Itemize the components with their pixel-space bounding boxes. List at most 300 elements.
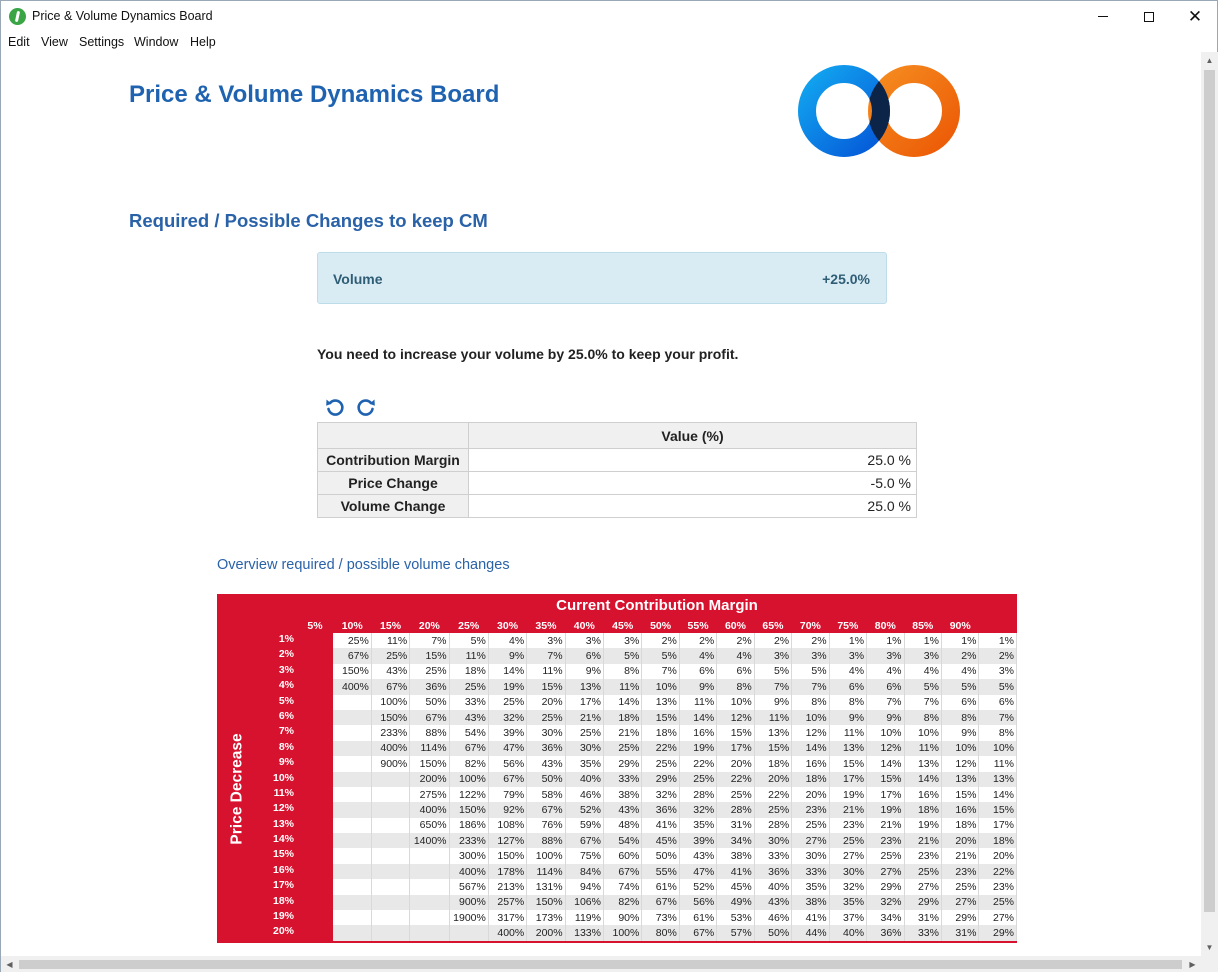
close-button[interactable]: [1172, 1, 1218, 32]
matrix-cell: 4%: [829, 664, 866, 679]
matrix-side-label-text: Price Decrease: [229, 732, 247, 845]
matrix-cell: 21%: [941, 848, 978, 863]
matrix-cell: 3%: [565, 633, 603, 648]
matrix-cell: 17%: [565, 695, 603, 710]
title-bar: [1, 1, 1217, 32]
matrix-cell: 29%: [904, 895, 941, 910]
matrix-cell: [371, 895, 409, 910]
matrix-cell: 4%: [488, 633, 526, 648]
matrix-row-header: 12%: [272, 802, 294, 815]
matrix-cell: 2%: [754, 633, 791, 648]
matrix-cell: [333, 787, 371, 802]
matrix-cell: 43%: [449, 710, 488, 725]
matrix-cell: 9%: [754, 695, 791, 710]
matrix-cell: 29%: [979, 925, 1017, 940]
matrix-cell: 35%: [679, 818, 716, 833]
matrix-row: [297, 925, 1017, 940]
matrix-column-header: 45%: [612, 619, 634, 632]
matrix-cell: 40%: [754, 879, 791, 894]
matrix-cell: 21%: [829, 802, 866, 817]
matrix-column-header: 75%: [837, 619, 859, 632]
matrix-row: [297, 695, 1017, 710]
matrix-cell: 74%: [603, 879, 641, 894]
matrix-cell: 17%: [829, 772, 866, 787]
matrix-cell: 33%: [904, 925, 941, 940]
matrix-cell: 20%: [754, 772, 791, 787]
matrix-cell: 28%: [754, 818, 791, 833]
matrix-cell: 25%: [488, 695, 526, 710]
matrix-cell: 23%: [829, 818, 866, 833]
alert-value: +25.0%: [822, 271, 870, 287]
matrix-cell: 13%: [829, 741, 866, 756]
matrix-cell: 106%: [565, 895, 603, 910]
matrix-cell: [371, 772, 409, 787]
matrix-cell: 1%: [867, 633, 904, 648]
window-title: Price & Volume Dynamics Board: [32, 9, 213, 23]
matrix-cell: 2%: [679, 633, 716, 648]
matrix-cell: 31%: [941, 925, 978, 940]
matrix-cell: 15%: [717, 725, 754, 740]
matrix-cell: 8%: [829, 695, 866, 710]
matrix-cell: 3%: [754, 648, 791, 663]
matrix-cell: 84%: [565, 864, 603, 879]
matrix-cell: 50%: [410, 695, 449, 710]
matrix-cell: 37%: [829, 910, 866, 925]
matrix-cell: 21%: [603, 725, 641, 740]
value-table-header: Value (%): [469, 423, 917, 449]
matrix-cell: 36%: [410, 679, 449, 694]
matrix-cell: 11%: [904, 741, 941, 756]
matrix-cell: 100%: [527, 848, 565, 863]
matrix-cell: 17%: [979, 818, 1017, 833]
matrix-cell: 79%: [488, 787, 526, 802]
matrix-cell: 11%: [679, 695, 716, 710]
matrix-column-header: 60%: [724, 619, 746, 632]
matrix-cell: 18%: [449, 664, 488, 679]
matrix-cell: [371, 879, 409, 894]
matrix-row-header: 18%: [272, 894, 294, 907]
matrix-cell: 15%: [754, 741, 791, 756]
matrix-cell: 27%: [829, 848, 866, 863]
matrix-cell: 25%: [829, 833, 866, 848]
matrix-cell: 22%: [979, 864, 1017, 879]
matrix-cell: 36%: [754, 864, 791, 879]
matrix-cell: 11%: [527, 664, 565, 679]
matrix-cell: 1400%: [410, 833, 449, 848]
matrix-cell: 11%: [979, 756, 1017, 771]
matrix-cell: 567%: [449, 879, 488, 894]
matrix-cell: 4%: [679, 648, 716, 663]
matrix-cell: 9%: [867, 710, 904, 725]
scroll-down-icon[interactable]: ▼: [1205, 943, 1214, 952]
matrix-cell: 25%: [754, 802, 791, 817]
matrix-column-header: 80%: [874, 619, 896, 632]
matrix-cell: 61%: [679, 910, 716, 925]
matrix-cell: 67%: [333, 648, 371, 663]
matrix-cell: 233%: [449, 833, 488, 848]
matrix-cell: 11%: [829, 725, 866, 740]
matrix-cell: 10%: [642, 679, 679, 694]
matrix-column-header: 30%: [497, 619, 519, 632]
menu-edit[interactable]: Edit: [8, 35, 30, 49]
matrix-cell: 88%: [527, 833, 565, 848]
undo-button[interactable]: [324, 396, 346, 418]
matrix-cell: 7%: [754, 679, 791, 694]
price-change-value[interactable]: -5.0 %: [469, 472, 917, 495]
matrix-cell: 27%: [867, 864, 904, 879]
matrix-cell: 32%: [829, 879, 866, 894]
matrix-cell: 56%: [488, 756, 526, 771]
matrix-cell: 6%: [829, 679, 866, 694]
matrix-cell: 29%: [603, 756, 641, 771]
matrix-cell: 114%: [527, 864, 565, 879]
matrix-cell: 43%: [679, 848, 716, 863]
matrix-cell: 39%: [679, 833, 716, 848]
matrix-cell: 150%: [371, 710, 409, 725]
matrix-cell: 80%: [642, 925, 679, 940]
matrix-cell: 19%: [829, 787, 866, 802]
matrix-row-header: 9%: [278, 756, 294, 769]
matrix-cell: 25%: [371, 648, 409, 663]
matrix-cell: 12%: [941, 756, 978, 771]
minimize-icon: [1098, 16, 1108, 17]
horizontal-scroll-thumb[interactable]: [19, 960, 1182, 969]
matrix-row: [297, 910, 1017, 925]
matrix-cell: 1%: [829, 633, 866, 648]
matrix-cell: [371, 802, 409, 817]
matrix-cell: 19%: [488, 679, 526, 694]
matrix-cell: 5%: [754, 664, 791, 679]
matrix-cell: 41%: [717, 864, 754, 879]
matrix-cell: 18%: [979, 833, 1017, 848]
redo-icon: [355, 396, 377, 418]
matrix-cell: 16%: [792, 756, 829, 771]
scroll-left-icon[interactable]: ◀: [6, 960, 13, 969]
matrix-cell: 100%: [603, 925, 641, 940]
matrix-cell: 20%: [792, 787, 829, 802]
matrix-column-header: 85%: [912, 619, 934, 632]
vertical-scroll-thumb[interactable]: [1204, 70, 1215, 912]
matrix-cell: 11%: [603, 679, 641, 694]
matrix-cell: 3%: [603, 633, 641, 648]
matrix-cell: 122%: [449, 787, 488, 802]
matrix-cell: 3%: [904, 648, 941, 663]
matrix-cell: 38%: [792, 895, 829, 910]
matrix-cell: 90%: [603, 910, 641, 925]
matrix-cell: 317%: [488, 910, 526, 925]
matrix-cell: 36%: [642, 802, 679, 817]
matrix-cell: 2%: [979, 648, 1017, 663]
matrix-row-header: 8%: [278, 740, 294, 753]
matrix-cell: 20%: [527, 695, 565, 710]
matrix-row-header: 17%: [272, 879, 294, 892]
section-title: Required / Possible Changes to keep CM: [129, 210, 488, 231]
matrix-cell: 127%: [488, 833, 526, 848]
matrix-cell: 7%: [867, 695, 904, 710]
matrix-cell: 25%: [603, 741, 641, 756]
matrix-cell: 10%: [904, 725, 941, 740]
matrix-cell: [333, 833, 371, 848]
matrix-row-header: 14%: [272, 833, 294, 846]
matrix-cell: 25%: [941, 879, 978, 894]
matrix-cell: 5%: [979, 679, 1017, 694]
matrix-cell: 67%: [565, 833, 603, 848]
matrix-cell: 13%: [979, 772, 1017, 787]
matrix-cell: 9%: [941, 725, 978, 740]
matrix-cell: 40%: [829, 925, 866, 940]
volume-change-value[interactable]: 25.0 %: [469, 495, 917, 518]
matrix-cell: 57%: [717, 925, 754, 940]
matrix-cell: 114%: [410, 741, 449, 756]
matrix-cell: 48%: [603, 818, 641, 833]
table-row: [318, 449, 917, 472]
undo-icon: [324, 396, 346, 418]
matrix-cell: 33%: [449, 695, 488, 710]
matrix-row: [297, 664, 1017, 679]
matrix-cell: 25%: [565, 725, 603, 740]
matrix-cell: 29%: [941, 910, 978, 925]
matrix-cell: 25%: [333, 633, 371, 648]
menu-window[interactable]: Window: [134, 35, 179, 49]
matrix-cell: 5%: [642, 648, 679, 663]
matrix-cell: 6%: [565, 648, 603, 663]
matrix-cell: 25%: [792, 818, 829, 833]
matrix-row: [297, 756, 1017, 771]
matrix-cell: [371, 787, 409, 802]
matrix-cell: 46%: [754, 910, 791, 925]
matrix-cell: 30%: [565, 741, 603, 756]
matrix-cell: 13%: [754, 725, 791, 740]
matrix-row: [297, 802, 1017, 817]
matrix-cell: 17%: [717, 741, 754, 756]
matrix-cell: 8%: [603, 664, 641, 679]
matrix-cell: 9%: [679, 679, 716, 694]
matrix-cell: 27%: [792, 833, 829, 848]
result-message: You need to increase your volume by 25.0% to keep your profit.: [317, 346, 739, 362]
matrix-cell: 10%: [792, 710, 829, 725]
matrix-cell: [410, 879, 449, 894]
matrix-cell: 67%: [488, 772, 526, 787]
matrix-cell: 21%: [904, 833, 941, 848]
matrix-cell: 23%: [904, 848, 941, 863]
matrix-cell: 31%: [717, 818, 754, 833]
matrix-cell: 54%: [603, 833, 641, 848]
matrix-cell: 12%: [792, 725, 829, 740]
matrix-cell: 18%: [754, 756, 791, 771]
matrix-cell: 20%: [941, 833, 978, 848]
matrix-cell: 15%: [410, 648, 449, 663]
matrix-cell: 25%: [979, 895, 1017, 910]
matrix-cell: 9%: [565, 664, 603, 679]
matrix-cell: 67%: [642, 895, 679, 910]
matrix-cell: 25%: [642, 756, 679, 771]
close-icon: ✕: [1187, 7, 1203, 26]
matrix-cell: 35%: [829, 895, 866, 910]
matrix-cell: [371, 848, 409, 863]
matrix-cell: 200%: [410, 772, 449, 787]
matrix-cell: 9%: [488, 648, 526, 663]
matrix-cell: 30%: [829, 864, 866, 879]
matrix-cell: 22%: [642, 741, 679, 756]
matrix-row: [297, 679, 1017, 694]
matrix-cell: 8%: [941, 710, 978, 725]
matrix-cell: 20%: [979, 848, 1017, 863]
matrix-cell: 67%: [527, 802, 565, 817]
matrix-column-header: 35%: [535, 619, 557, 632]
matrix-row: [297, 725, 1017, 740]
app-icon: [9, 8, 26, 25]
matrix-cell: [410, 895, 449, 910]
matrix-cell: 900%: [449, 895, 488, 910]
matrix-cell: 8%: [979, 725, 1017, 740]
matrix-cell: 233%: [371, 725, 409, 740]
matrix-cell: 18%: [941, 818, 978, 833]
matrix-cell: 33%: [603, 772, 641, 787]
matrix-cell: 34%: [717, 833, 754, 848]
matrix-cell: 18%: [792, 772, 829, 787]
matrix-cell: 15%: [867, 772, 904, 787]
matrix-row-header: 10%: [272, 771, 294, 784]
matrix-row: [297, 864, 1017, 879]
matrix-cell: [333, 818, 371, 833]
matrix-cell: 4%: [941, 664, 978, 679]
matrix-cell: 2%: [642, 633, 679, 648]
matrix-cell: 56%: [679, 895, 716, 910]
matrix-cell: 400%: [371, 741, 409, 756]
matrix-cell: 60%: [603, 848, 641, 863]
matrix-cell: 23%: [941, 864, 978, 879]
matrix-column-header: 5%: [307, 619, 323, 632]
matrix-cell: 18%: [904, 802, 941, 817]
matrix-column-header: 40%: [573, 619, 595, 632]
matrix-cell: 5%: [449, 633, 488, 648]
matrix-cell: 33%: [792, 864, 829, 879]
table-row: [318, 472, 917, 495]
matrix-cell: 61%: [642, 879, 679, 894]
matrix-cell: [371, 864, 409, 879]
redo-button[interactable]: [355, 396, 377, 418]
scroll-corner: [1201, 956, 1218, 972]
matrix-cell: 186%: [449, 818, 488, 833]
matrix-cell: [333, 895, 371, 910]
matrix-row: [297, 895, 1017, 910]
matrix-cell: [333, 925, 371, 940]
matrix-cell: 400%: [449, 864, 488, 879]
matrix-cell: 13%: [904, 756, 941, 771]
scroll-right-icon[interactable]: ▶: [1189, 960, 1196, 969]
matrix-cell: [371, 925, 409, 940]
matrix-cell: 53%: [717, 910, 754, 925]
matrix-cell: 19%: [679, 741, 716, 756]
menu-settings[interactable]: Settings: [79, 35, 125, 49]
vertical-scrollbar[interactable]: [1201, 52, 1218, 956]
matrix-cell: 14%: [979, 787, 1017, 802]
matrix-cell: 59%: [565, 818, 603, 833]
matrix-cell: 7%: [642, 664, 679, 679]
matrix-column-header: 70%: [799, 619, 821, 632]
matrix-cell: 50%: [754, 925, 791, 940]
matrix-cell: 38%: [603, 787, 641, 802]
matrix-cell: 67%: [679, 925, 716, 940]
matrix-cell: 30%: [754, 833, 791, 848]
matrix-cell: 131%: [527, 879, 565, 894]
contribution-margin-value[interactable]: 25.0 %: [469, 449, 917, 472]
minimize-button[interactable]: [1080, 1, 1126, 32]
matrix-row-header: 1%: [278, 633, 294, 645]
matrix-cell: 6%: [717, 664, 754, 679]
matrix-cell: [371, 818, 409, 833]
matrix-cell: 3%: [979, 664, 1017, 679]
matrix-cell: 50%: [642, 848, 679, 863]
matrix-cell: 32%: [642, 787, 679, 802]
scroll-up-icon[interactable]: ▲: [1205, 56, 1214, 65]
matrix-cell: 13%: [565, 679, 603, 694]
matrix-cell: 25%: [717, 787, 754, 802]
matrix-cell: [449, 925, 488, 940]
maximize-button[interactable]: [1126, 1, 1172, 32]
matrix-cell: 45%: [717, 879, 754, 894]
matrix-cell: 100%: [371, 695, 409, 710]
matrix-cell: 27%: [904, 879, 941, 894]
matrix-row-header: 4%: [278, 679, 294, 692]
matrix-cell: 34%: [867, 910, 904, 925]
volume-alert: [317, 252, 887, 304]
matrix-column-header: 90%: [949, 619, 971, 632]
matrix-cell: 3%: [792, 648, 829, 663]
matrix-cell: 10%: [941, 741, 978, 756]
matrix-cell: 15%: [979, 802, 1017, 817]
menu-help[interactable]: Help: [190, 35, 216, 49]
matrix-cell: [333, 864, 371, 879]
matrix-cell: 31%: [904, 910, 941, 925]
row-label-contribution-margin: Contribution Margin: [318, 449, 469, 472]
matrix-row: [297, 710, 1017, 725]
matrix-cell: 7%: [979, 710, 1017, 725]
matrix-cell: 119%: [565, 910, 603, 925]
matrix-cell: [410, 925, 449, 940]
matrix-cell: 35%: [792, 879, 829, 894]
horizontal-scrollbar[interactable]: [1, 956, 1201, 972]
matrix-cell: 8%: [904, 710, 941, 725]
matrix-cell: 5%: [904, 679, 941, 694]
menu-view[interactable]: View: [41, 35, 68, 49]
matrix-row-header: 2%: [278, 648, 294, 661]
matrix-cell: 13%: [642, 695, 679, 710]
matrix-cell: 9%: [829, 710, 866, 725]
matrix-cell: 19%: [904, 818, 941, 833]
matrix-row: [297, 848, 1017, 863]
matrix-cell: 650%: [410, 818, 449, 833]
matrix-cell: [333, 910, 371, 925]
matrix-cell: 27%: [941, 895, 978, 910]
matrix-cell: 19%: [867, 802, 904, 817]
matrix-cell: [371, 833, 409, 848]
overview-link[interactable]: Overview required / possible volume changes: [217, 557, 510, 573]
matrix-cell: [333, 802, 371, 817]
matrix-cell: 21%: [867, 818, 904, 833]
matrix-cell: 6%: [867, 679, 904, 694]
matrix-row: [297, 633, 1017, 648]
matrix-cell: 11%: [449, 648, 488, 663]
matrix-cell: 213%: [488, 879, 526, 894]
value-table-corner: [318, 423, 469, 449]
matrix-row: [297, 648, 1017, 663]
matrix-cell: 10%: [717, 695, 754, 710]
matrix-cell: 67%: [371, 679, 409, 694]
matrix-column-header: 20%: [418, 619, 440, 632]
matrix-cell: 38%: [717, 848, 754, 863]
matrix-cell: 108%: [488, 818, 526, 833]
